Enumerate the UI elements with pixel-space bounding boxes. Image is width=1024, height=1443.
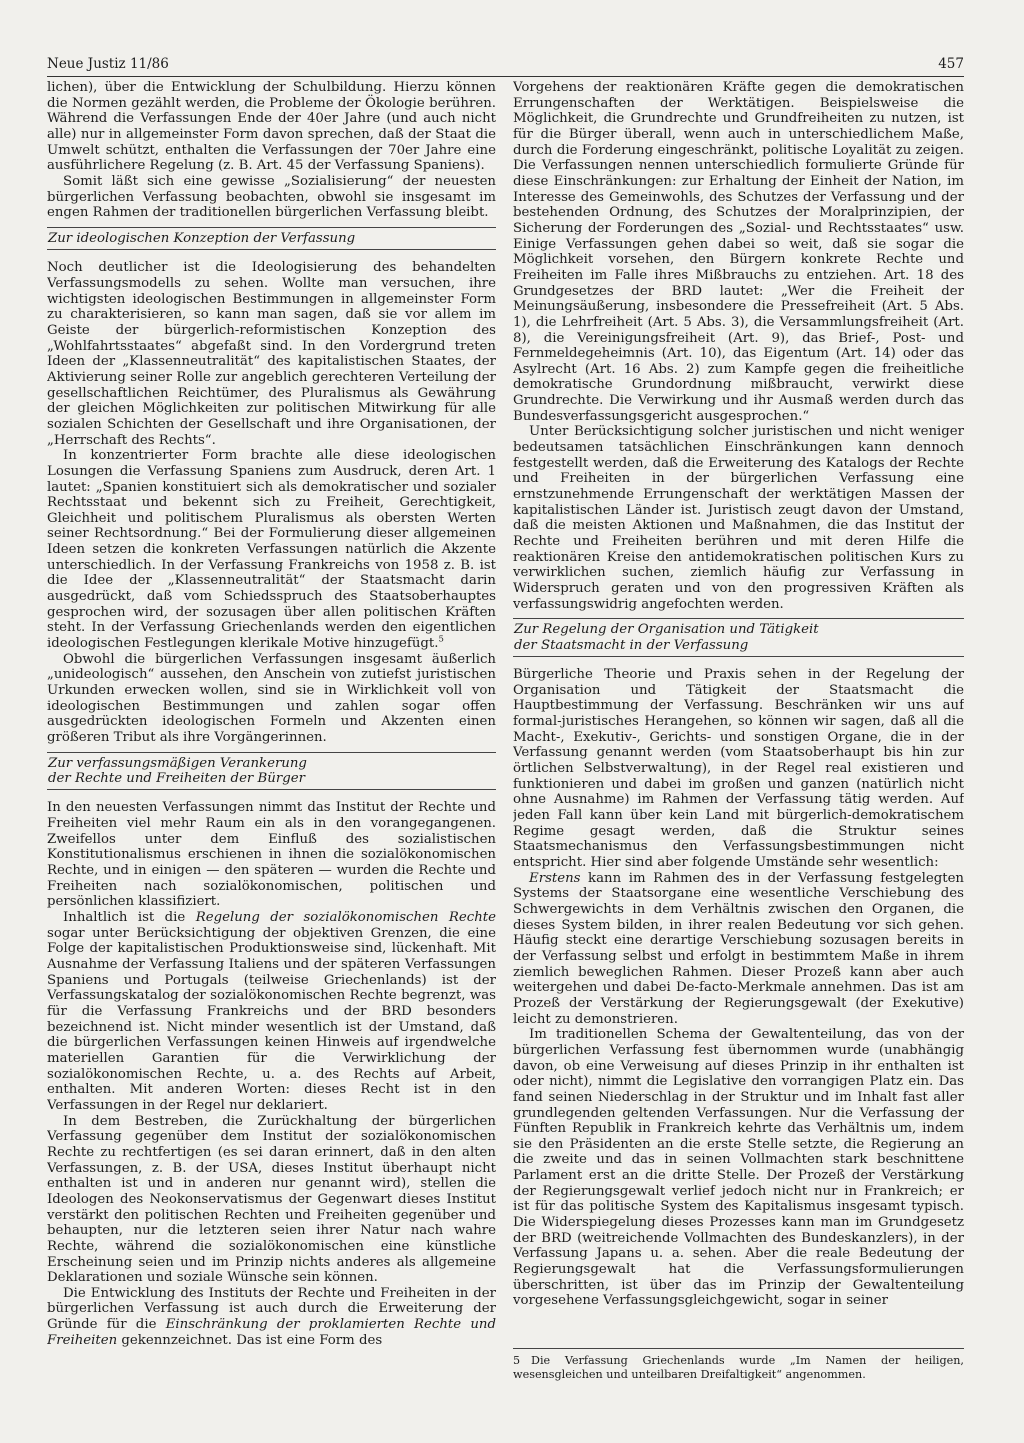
paragraph bbox=[47, 910, 496, 1114]
footnote-number: 5 bbox=[513, 1354, 521, 1367]
footnote-ref: 5 bbox=[438, 634, 444, 645]
paragraph-text: Somit läßt sich eine gewisse „Sozialisierung“ der neuesten bürgerlichen Verfassung beobachten, obwohl sie insgesamt im engen Rahmen der traditionellen bürgerlichen Verfassung bleibt. bbox=[47, 173, 496, 221]
paragraph-text: Bürgerliche Theorie und Praxis sehen in der Regelung der Organisation und Tätigkeit der Staatsmacht die Hauptbestimmung der Verfassung. Beschränken wir uns auf formal-juristisches Herangehen, so können wir sagen, daß all die Macht-, Exekutiv-, Gerichts- und sonstigen Organe, die in der Verfassung genannt werden (vom Staatsoberhaupt bis hin zur örtlichen Selbstverwaltung), in der Regel real existieren und funktionieren und dabei im großen und ganzen (natürlich nicht ohne Ausnahme) im Rahmen der Verfassung tätig werden. Auf jeden Fall kann über kein Land mit bürgerlich-demokratischem Regime gesagt werden, daß die Struktur seines Staatsmechanismus den Verfassungsbestimmungen nicht entspricht. Hier sind aber folgende Umstände sehr wesentlich: bbox=[513, 667, 964, 870]
section-heading bbox=[47, 752, 496, 791]
paragraph-lead: Die Entwicklung des Instituts der Rechte und Freiheiten in der bürgerlichen Verfassung ist auch durch die Erweiterung der Gründe für die bbox=[47, 1285, 496, 1333]
section-heading-line: Zur Regelung der Organisation und Tätigkeit bbox=[514, 622, 819, 638]
paragraph-text: Im traditionellen Schema der Gewaltenteilung, das von der bürgerlichen Verfassung fest übernommen wurde (unabhängig davon, ob eine Verweisung auf dieses Prinzip in ihr enthalten ist oder nicht), nimmt die Legislative den vorrangigen Platz ein. Das fand seinen Niederschlag in der Struktur und im Inhalt fast aller grundlegenden geltenden Verfassungen. Nur die Verfassung der Fünften Republik in Frankreich kehrte das Verhältnis um, indem sie den Präsidenten an die erste Stelle setzte, die Regierung an die zweite und das in seinen Vollmachten stark beschnittene Parlament erst an die dritte Stelle. Der Prozeß der Verstärkung der Regierungsgewalt verlief jedoch nicht nur in Frankreich; er ist für das politische System des Kapitalismus insgesamt typisch. Die Widerspiegelung dieses Prozesses kann man im Grundgesetz der BRD (weitreichende Vollmachten des Bundeskanzlers), in der Verfassung Japans u. a. sehen. Aber die reale Bedeutung der Regierungsgewalt hat die Verfassungsformulierungen überschritten, ist über das im Prinzip der Gewaltenteilung vorgesehene Verfassungsgleichgewicht, sogar in seiner bbox=[513, 1027, 964, 1309]
paragraph-text: In konzentrierter Form brachte alle diese ideologischen Losungen die Verfassung Spaniens zum Ausdruck, deren Art. 1 lautet: „Spanien konstituiert sich als demokratischer und sozialer Rechtsstaat und bekennt sich zu Freiheit, Gerechtigkeit, Gleichheit und politischem Pluralismus als obersten Werten seiner Rechtsordnung.“ Bei der Formulierung dieser allgemeinen Ideen setzen die konkreten Verfassungen natürlich die Akzente unterschiedlich. In der Verfassung Frankreichs von 1958 z. B. ist die Idee der „Klassenneutralität“ der Staatsmacht darin ausgedrückt, daß vom Schiedsspruch des Staatsoberhauptes gesprochen wird, der sozusagen über allen politischen Kräften steht. In der Verfassung Griechenlands werden den eigentlichen ideologischen Festlegungen klerikale Motive hinzugefügt. bbox=[47, 448, 496, 652]
paragraph-text: gekennzeichnet. Das ist eine Form des bbox=[117, 1332, 383, 1348]
paragraph-text: sogar unter Berücksichtigung der objektiven Grenzen, die eine Folge der kapitalistischen Produktionsweise sind, lückenhaft. Mit Ausnahme der Verfassung Italiens und der späteren Verfassungen Spaniens und Portugals (teilweise Griechenlands) ist der Verfassungskatalog der sozialökonomischen Rechte begrenzt, was für die Verfassung Frankreichs und der BRD besonders bezeichnend ist. Nicht minder wesentlich ist der Umstand, daß die bürgerlichen Verfassungen keinen Hinweis auf irgendwelche materiellen Garantien für die Verwirklichung der sozialökonomischen Rechte, u. a. des Rechts auf Arbeit, enthalten. Mit anderen Worten: dieses Recht ist in den Verfassungen in der Regel nur deklariert. bbox=[47, 925, 496, 1113]
paragraph-text: kann im Rahmen des in der Verfassung festgelegten Systems der Staatsorgane eine wesentliche Verschiebung des Schwergewichts in dem Verhältnis zwischen den Organen, die dieses System bilden, in ihrer realen Bedeutung vor sich gehen. Häufig steckt eine derartige Verschiebung sozusagen bereits in der Verfassung selbst und erfolgt in bestimmtem Maße in ihrem ziemlich beweglichen Rahmen. Dieser Prozeß kann aber auch weitergehen und dabei De-facto-Merkmale annehmen. Das ist am Prozeß der Verstärkung der Regierungsgewalt (der Exekutive) leicht zu demonstrieren. bbox=[513, 870, 964, 1027]
paragraph bbox=[47, 652, 496, 746]
emphasis: Regelung der sozialökonomischen Rechte bbox=[195, 910, 496, 926]
paragraph-text: In dem Bestreben, die Zurückhaltung der bürgerlichen Verfassung gegenüber dem Institut der sozialökonomischen Rechte zu rechtfertigen (es sei daran erinnert, daß in den alten Verfassungen, z. B. der USA, dieses Institut überhaupt nicht enthalten ist und in anderen nur genannt wird), stellen die Ideologen des Neokonservatismus der Gegenwart dieses Institut verstärkt den politischen Rechten und Freiheiten gegenüber und behaupten, nur die letzteren seien ihrer Natur nach wahre Rechte, während die sozialökonomischen eine künstliche Erscheinung seien und im Prinzip nichts anderes als allgemeine Deklarationen und soziale Wünsche sein können. bbox=[47, 1113, 496, 1286]
emphasis: Erstens bbox=[529, 870, 581, 886]
paragraph bbox=[47, 1286, 496, 1349]
journal-issue: Neue Justiz 11/86 bbox=[47, 56, 169, 72]
section-heading bbox=[513, 618, 964, 657]
paragraph bbox=[513, 424, 964, 612]
paragraph-text: Unter Berücksichtigung solcher juristischen und nicht weniger bedeutsamen tatsächlichen Einschränkungen kann dennoch festgestellt werden, daß die Erweiterung des Katalogs der Rechte und Freiheiten in der bürgerlichen Verfassung eine ernstzunehmende Errungenschaft der werktätigen Massen der kapitalistischen Länder ist. Juristisch zeugt davon der Umstand, daß die meisten Aktionen und Maßnahmen, die das Institut der Rechte und Freiheiten berühren und mit deren Hilfe die reaktionären Kreise den antidemokratischen politischen Kurs zu verwirklichen suchen, ziemlich häufig zur Verfassung in Widerspruch geraten und von den progressiven Kräften als verfassungswidrig angefochten werden. bbox=[513, 424, 964, 612]
paragraph-lead: Inhaltlich ist die bbox=[63, 910, 196, 926]
paragraph-text: In den neuesten Verfassungen nimmt das Institut der Rechte und Freiheiten viel mehr Raum ein als in den vorangegangenen. Zweifellos unter dem Einfluß des sozialistischen Konstitutionalismus erschienen in ihnen die sozialökonomischen Rechte, und in einigen — den späteren — wurden die Rechte und Freiheiten nach sozialökonomischen, politischen und persönlichen klassifiziert. bbox=[47, 800, 496, 910]
paragraph bbox=[47, 1114, 496, 1286]
paragraph bbox=[47, 174, 496, 221]
section-heading-line: Zur ideologischen Konzeption der Verfassung bbox=[48, 230, 356, 246]
paragraph-text: lichen), über die Entwicklung der Schulbildung. Hierzu können die Normen gezählt werden, die Probleme der Ökologie berühren. Während die Verfassungen Ende der 40er Jahre (und auch nicht alle) nur in allgemeinster Form davon sprechen, daß der Staat die Umwelt schützt, enthalten die Verfassungen der 70er Jahre eine ausführlichere Regelung (z. B. Art. 45 der Verfassung Spaniens). bbox=[47, 80, 496, 174]
section-heading-line: der Rechte und Freiheiten der Bürger bbox=[48, 771, 305, 787]
footnote bbox=[513, 1348, 964, 1381]
paragraph-text: Obwohl die bürgerlichen Verfassungen insgesamt äußerlich „unideologisch“ aussehen, den Anschein von zutiefst juristischen Urkunden erwecken wollen, sind sie in Wirklichkeit voll von ideologischen Bestimmungen und zahlen sogar offen ausgedrückten ideologischen Formeln und Akzenten einen größeren Tribut als ihre Vorgängerinnen. bbox=[47, 651, 496, 745]
running-header bbox=[47, 56, 964, 72]
paragraph-text: Noch deutlicher ist die Ideologisierung des behandelten Verfassungsmodells zu sehen. Wollte man versuchen, ihre wichtigsten ideologischen Bestimmungen in allgemeinster Form zu charakterisieren, so kann man sagen, daß sie vor allem im Geiste der bürgerlich-reformistischen Konzeption des „Wohlfahrtsstaates“ abgefaßt sind. In den Vordergrund treten Ideen der „Klassenneutralität“ des kapitalistischen Staates, der Aktivierung seiner Rolle zur angeblich gerechteren Verteilung der gesellschaftlichen Reichtümer, des Pluralismus als Gewährung der gleichen Möglichkeiten zur politischen Mitwirkung für alle sozialen Schichten der Gesellschaft und ihre Organisationen, der „Herrschaft des Rechts“. bbox=[47, 260, 496, 448]
paragraph-text: Vorgehens der reaktionären Kräfte gegen die demokratischen Errungenschaften der Werktätigen. Beispielsweise die Möglichkeit, die Grundrechte und Grundfreiheiten zu nutzen, ist für die Bürger überall, wenn auch in unterschiedlichem Maße, durch die Forderung eingeschränkt, politische Loyalität zu zeigen. Die Verfassungen nennen unterschiedlich formulierte Gründe für diese Einschränkungen: zur Erhaltung der Einheit der Nation, im Interesse des Gemeinwohls, des Schutzes der Verfassung und der bestehenden Ordnung, des Schutzes der Moralprinzipien, der Sicherung der Forderungen des „Sozial- und Rechtsstaates“ usw. Einige Verfassungen gehen dabei so weit, daß sie sogar die Möglichkeit vorsehen, den Bürgern konkrete Rechte und Freiheiten im Falle ihres Mißbrauchs zu entziehen. Art. 18 des Grundgesetzes der BRD lautet: „Wer die Freiheit der Meinungsäußerung, insbesondere die Pressefreiheit (Art. 5 Abs. 1), die Lehrfreiheit (Art. 5 Abs. 3), die Versammlungsfreiheit (Art. 8), die Vereinigungsfreiheit (Art. 9), das Brief-, Post- und Fernmeldegeheimnis (Art. 10), das Eigentum (Art. 14) oder das Asylrecht (Art. 16 Abs. 2) zum Kampfe gegen die freiheitliche demokratische Grundordnung mißbraucht, verwirkt diese Grundrechte. Die Verwirkung und ihr Ausmaß werden durch das Bundesverfassungsgericht ausgesprochen.“ bbox=[513, 80, 964, 424]
paragraph bbox=[47, 80, 496, 174]
paragraph bbox=[513, 80, 964, 424]
paragraph bbox=[513, 871, 964, 1028]
header-rule bbox=[47, 76, 964, 77]
page-number: 457 bbox=[938, 56, 964, 72]
paragraph bbox=[47, 260, 496, 448]
section-heading-line: der Staatsmacht in der Verfassung bbox=[514, 637, 749, 653]
paragraph bbox=[47, 448, 496, 652]
paragraph bbox=[513, 667, 964, 871]
right-column bbox=[513, 80, 964, 1380]
paragraph bbox=[513, 1027, 964, 1309]
paragraph bbox=[47, 800, 496, 910]
footnote-text: Die Verfassung Griechenlands wurde „Im Namen der heiligen, wesensgleichen und unteilbaren Dreifaltigkeit“ angenommen. bbox=[513, 1354, 964, 1381]
left-column bbox=[47, 80, 496, 1380]
emphasis: Einschränkung der proklamierten Rechte und Freiheiten bbox=[47, 1317, 496, 1348]
section-heading bbox=[47, 227, 496, 250]
section-heading-line: Zur verfassungsmäßigen Verankerung bbox=[48, 755, 307, 771]
